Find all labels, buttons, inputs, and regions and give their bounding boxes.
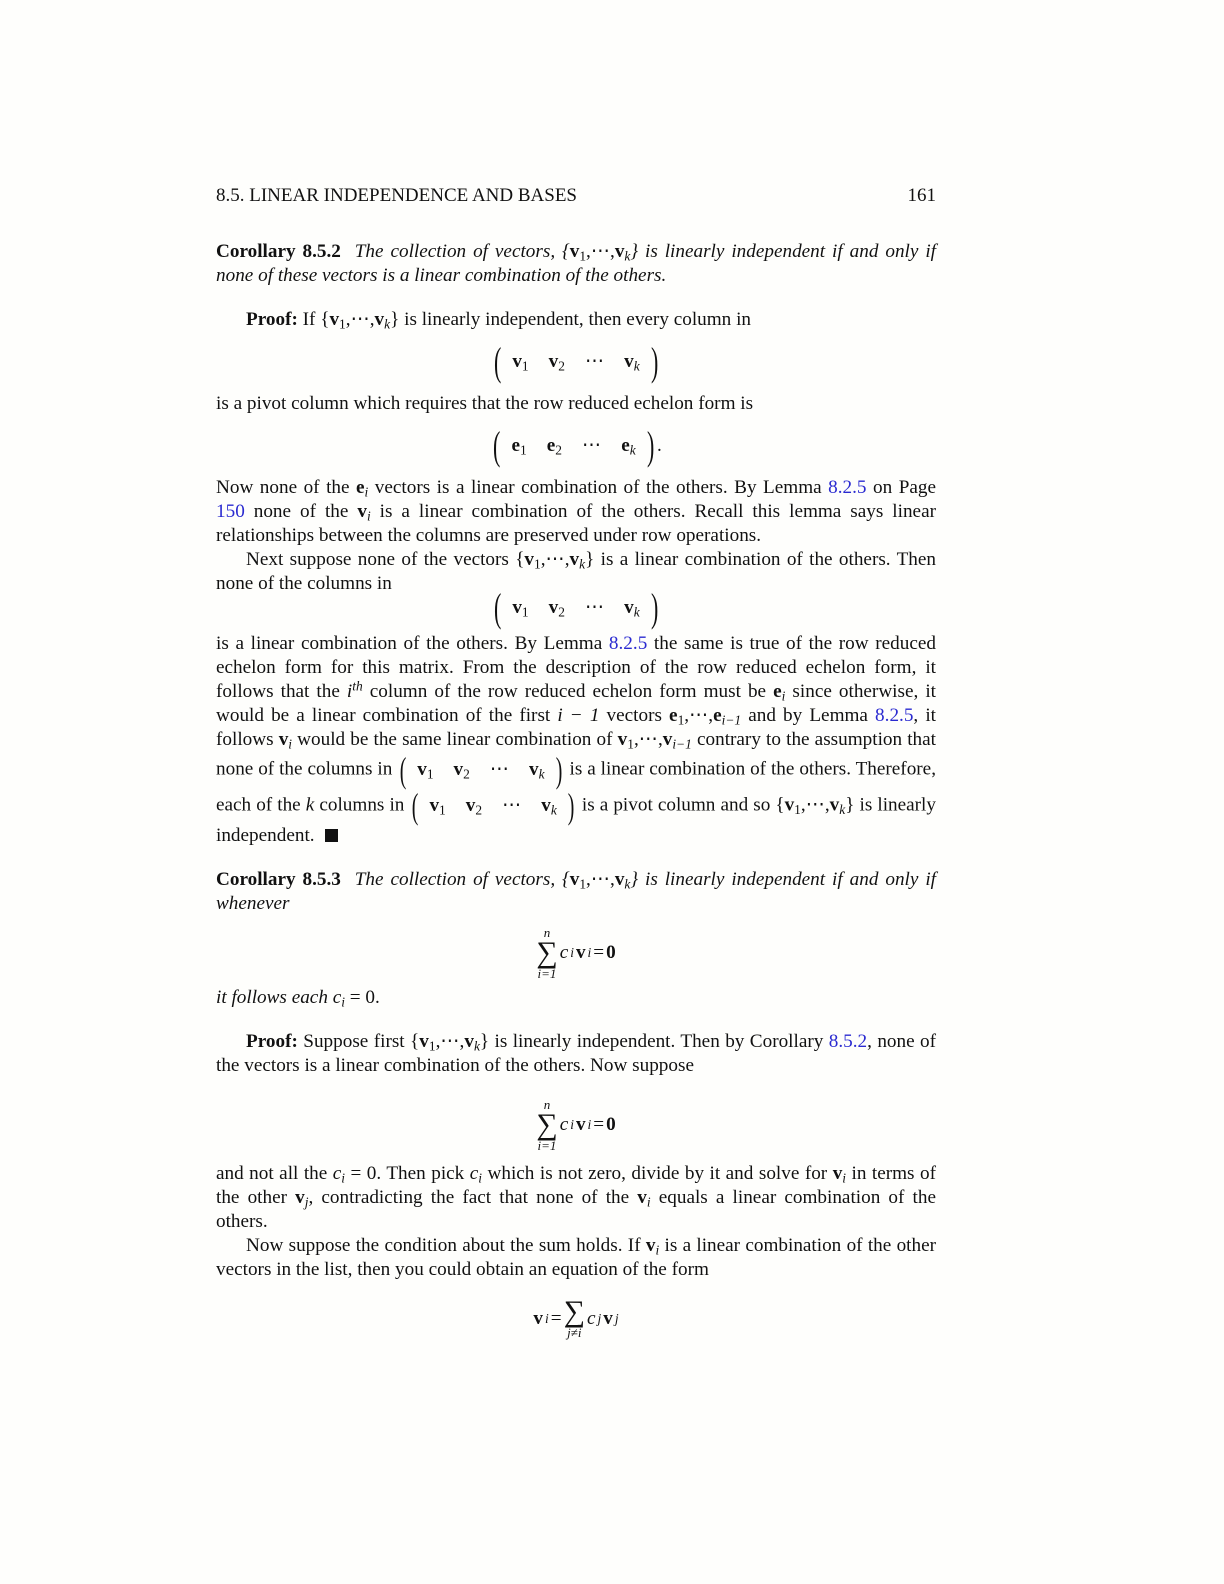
corollary-8-5-3: Corollary 8.5.3 The collection of vectors, $\{v_1,\cdots,v_k\}$ is linearly independent if and only if whenever <box>216 869 936 914</box>
proof-paragraph: Proof: Suppose first $\{v_1,\cdots,v_k\}$ is linearly independent. Then by Corollary 8.5.2, none of the vectors is a linear combination of the others. Now suppose <box>216 1031 937 1076</box>
lemma-link[interactable]: 8.2.5 <box>828 477 867 498</box>
sum-equation: n ∑ i=1 c i v i = 0 <box>536 1097 616 1153</box>
inline-matrix-v: ( $v_1$ $v_2$ ⋯ $v_k$ ) <box>412 786 575 826</box>
inline-matrix-v: ( $v_1$ $v_2$ ⋯ $v_k$ ) <box>399 750 562 790</box>
running-header <box>216 184 936 208</box>
lemma-link[interactable]: 8.2.5 <box>875 705 914 726</box>
paragraph: it follows each $c_i = 0$. <box>216 987 380 1010</box>
section-title: 8.5. LINEAR INDEPENDENCE AND BASES <box>216 185 577 206</box>
document-page <box>216 184 936 1355</box>
proof-label: Proof: <box>246 1031 298 1052</box>
corollary-link[interactable]: 8.5.2 <box>828 1031 868 1052</box>
sum-equation: n ∑ i=1 c i v i = 0 <box>536 925 616 981</box>
page-link[interactable]: 150 <box>216 501 245 522</box>
page-number: 161 <box>907 185 936 206</box>
proof-label: Proof: <box>246 309 298 330</box>
matrix-e: ( $e_1$ $e_2$ ⋯ $e_k$ ) . <box>493 423 662 468</box>
sum-equation-jneqi: v i = ∑ j≠i c j v j <box>533 1295 619 1340</box>
proof-paragraph: Proof: If $\{v_1,\cdots,v_k\}$ is linearly independent, then every column in <box>246 309 751 332</box>
lemma-link[interactable]: 8.2.5 <box>608 633 648 654</box>
paragraph: Now suppose the condition about the sum holds. If $v_i$ is a linear combination of the other vectors in the list, then you could obtain an equation of the form <box>216 1235 936 1280</box>
paragraph: and not all the $c_i = 0$. Then pick $c_i$ which is not zero, divide by it and solve for $v_i$ in terms of the other $v_j$, contradicting the fact that none of the $v_i$ equals a linear combination of the others. <box>216 1163 936 1232</box>
matrix-v: ( $v_1$ $v_2$ ⋯ $v_k$ ) <box>493 585 659 630</box>
matrix-v-display <box>216 339 936 384</box>
matrix-v: ( $v_1$ $v_2$ ⋯ $v_k$ ) <box>493 339 659 384</box>
paragraph: is a pivot column which requires that the row reduced echelon form is <box>216 393 754 414</box>
matrix-e-display <box>216 423 936 468</box>
paragraph: is a linear combination of the others. By Lemma 8.2.5 the same is true of the row reduced echelon form for this matrix. From the description of the row reduced echelon form, it follows that the $i^{th}$ column of the row reduced echelon form must be $e_i$ since otherwise, it would be a linear combination of the first i − 1 vectors $e_1,\cdots,e_{i-1}$ and by Lemma 8.2.5, it follows $v_i$ would be the same linear combination of $v_1,\cdots,v_{i-1}$ contrary to the assumption that none of the columns in ( $v_1$ $v_2$ ⋯ $v_k$ ) is a linear combination of the others. Therefore, each of the k columns in ( $v_1$ $v_2$ ⋯ $v_k$ ) is a pivot column and so $\{v_1,\cdots,v_k\}$ is linearly independent. <box>216 633 937 846</box>
corollary-label: Corollary 8.5.2 <box>216 241 341 262</box>
paragraph: Next suppose none of the vectors $\{v_1,\cdots,v_k\}$ is a linear combination of the others. Then none of the columns in <box>216 549 936 594</box>
corollary-label: Corollary 8.5.3 <box>216 869 341 890</box>
corollary-8-5-2: Corollary 8.5.2 The collection of vectors, $\{v_1,\cdots,v_k\}$ is linearly independent if and only if none of these vectors is a linear combination of the others. <box>216 241 936 286</box>
qed-symbol <box>325 829 338 842</box>
paragraph: Now none of the $e_i$ vectors is a linear combination of the others. By Lemma 8.2.5 on Page 150 none of the $v_i$ is a linear combination of the others. Recall this lemma says linear relationships between the columns are preserved under row operations. <box>216 477 936 546</box>
